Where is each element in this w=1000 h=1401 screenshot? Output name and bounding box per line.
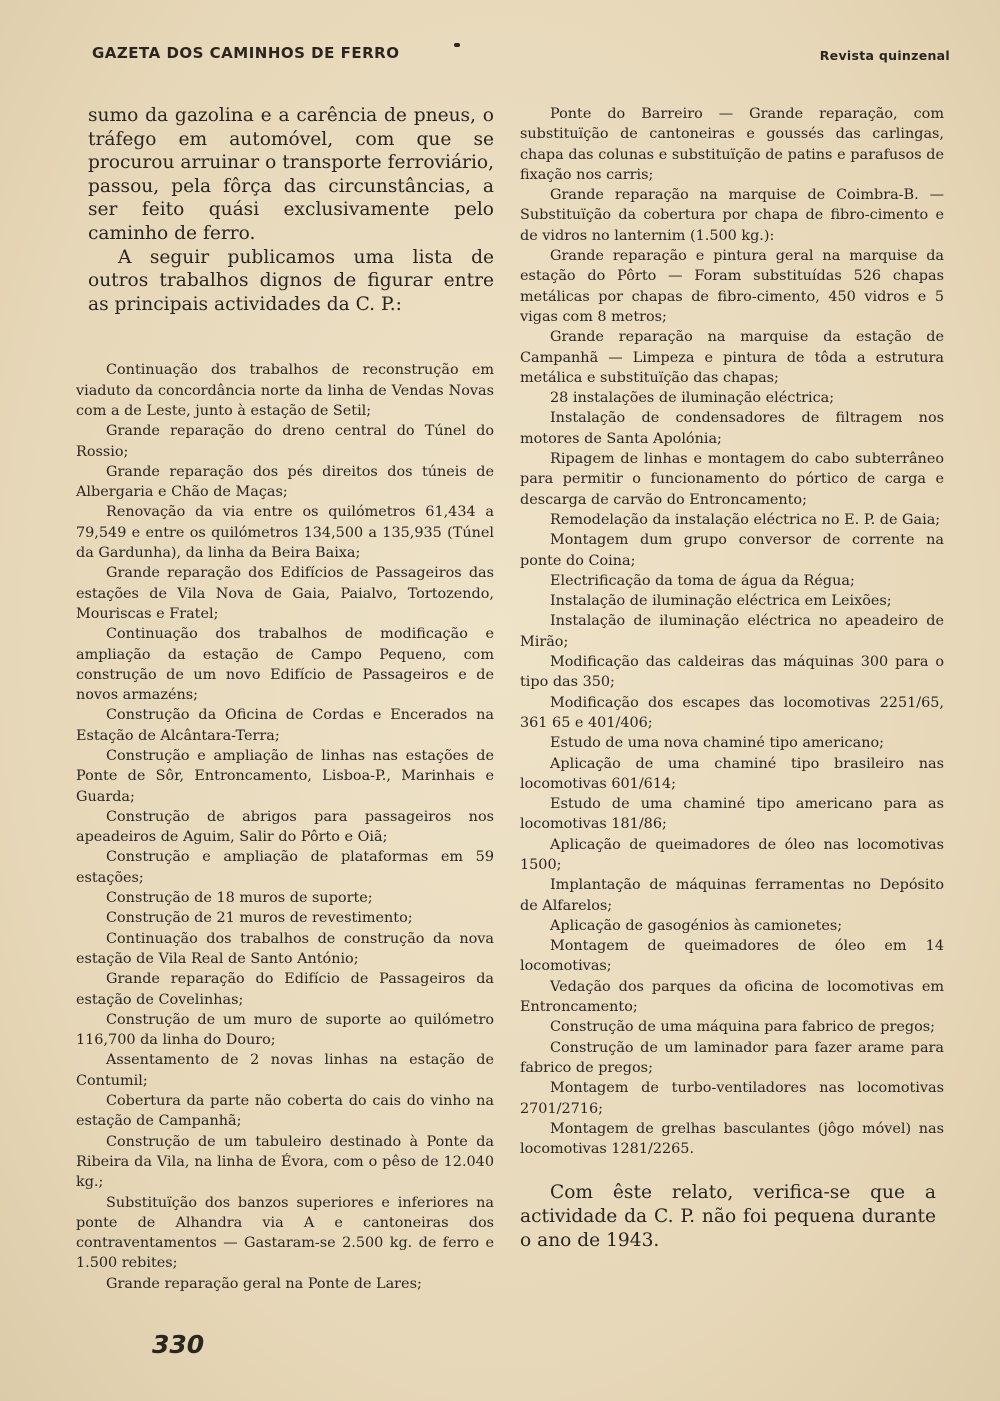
list-item: Grande reparação dos pés direitos dos túneis de Albergaria e Chão de Maças; <box>76 463 494 501</box>
publication-frequency: Revista quinzenal <box>819 48 950 63</box>
list-item: Modificação das caldeiras das máquinas 300 para o tipo das 350; <box>520 654 944 691</box>
list-item: Modificação dos escapes das locomotivas 2251/65, 361 65 e 401/406; <box>520 694 944 731</box>
list-item: Montagem de turbo-ventiladores nas locomotivas 2701/2716; <box>520 1080 944 1117</box>
list-item: Assentamento de 2 novas linhas na estação de Contumil; <box>76 1052 494 1089</box>
list-item: Grande reparação e pintura geral na marquise da estação do Pôrto — Foram substituídas 526 chapas metálicas por chapas de fibro-cimento, 450 vidros e 5 vigas com 8 metros; <box>520 248 944 325</box>
publication-title: GAZETA DOS CAMINHOS DE FERRO <box>92 44 400 62</box>
list-item: Aplicação de queimadores de óleo nas locomotivas 1500; <box>520 836 944 873</box>
page-number: 330 <box>152 1330 205 1359</box>
list-item: Construção da Oficina de Cordas e Encerados na Estação de Alcântara-Terra; <box>76 707 494 744</box>
list-item: Construção de um tabuleiro destinado à Ponte da Ribeira da Vila, na linha de Évora, com o pêso de 12.040 kg.; <box>76 1133 494 1191</box>
list-item: Construção de uma máquina para fabrico de pregos; <box>550 1019 935 1036</box>
list-item: Construção de abrigos para passageiros nos apeadeiros de Aguim, Salir do Pôrto e Oiã; <box>76 808 494 846</box>
list-item: Instalação de iluminação eléctrica no apeadeiro de Mirão; <box>520 613 944 650</box>
left-item-list <box>76 360 494 1294</box>
list-item: Substituïção dos banzos superiores e inferiores na ponte de Alhandra via A e cantoneiras dos contraventamentos — Gastaram-se 2.500 kg. de ferro e 1.500 rebites; <box>76 1194 494 1272</box>
list-item: Construção de um muro de suporte ao quilómetro 116,700 da linha do Douro; <box>76 1011 494 1049</box>
list-item: Continuação dos trabalhos de reconstrução em viaduto da concordância norte da linha de Vendas Novas com a de Leste, junto à estação de Setil; <box>76 362 494 419</box>
ink-dot <box>454 43 460 47</box>
list-item: Grande reparação do Edifício de Passageiros da estação de Covelinhas; <box>76 971 494 1008</box>
list-item: Electrificação da toma de água da Régua; <box>550 572 855 589</box>
intro-paragraph-2: A seguir publicamos uma lista de outros trabalhos dignos de figurar entre as principais actividades da C. P.: <box>88 246 494 315</box>
list-item: Construção de 21 muros de revestimento; <box>106 910 413 927</box>
list-item: Grande reparação na marquise de Coimbra-B. — Substituïção da cobertura por chapa de fibro-cimento e de vidros no lanternim (1.500 kg.): <box>520 187 944 244</box>
list-item: Montagem de queimadores de óleo em 14 locomotivas; <box>520 938 944 975</box>
right-column <box>520 104 944 1271</box>
list-item: Construção e ampliação de plataformas em 59 estações; <box>76 849 494 886</box>
list-item: Grande reparação geral na Ponte de Lares; <box>106 1275 422 1292</box>
list-item: Implantação de máquinas ferramentas no Depósito de Alfarelos; <box>520 877 944 914</box>
list-item: Estudo de uma nova chaminé tipo americano; <box>550 735 884 752</box>
list-item: Grande reparação dos Edifícios de Passageiros das estações de Vila Nova de Gaia, Paialvo, Tortozendo, Mouriscas e Fratel; <box>76 565 494 622</box>
list-item: Construção e ampliação de linhas nas estações de Ponte de Sôr, Entroncamento, Lisboa-P., Marinhais e Guarda; <box>76 747 494 805</box>
left-column <box>76 104 494 1294</box>
list-item: Instalação de iluminação eléctrica em Leixões; <box>550 593 892 610</box>
list-item: Estudo de uma chaminé tipo americano para as locomotivas 181/86; <box>520 796 944 833</box>
list-item: Instalação de condensadores de filtragem nos motores de Santa Apolónia; <box>520 410 944 447</box>
list-item: Montagem de grelhas basculantes (jôgo móvel) nas locomotivas 1281/2265. <box>520 1120 944 1158</box>
list-item: 28 instalações de iluminação eléctrica; <box>550 390 835 407</box>
list-item: Montagem dum grupo conversor de corrente na ponte do Coina; <box>520 532 944 569</box>
list-item: Aplicação de uma chaminé tipo brasileiro nas locomotivas 601/614; <box>520 755 944 792</box>
list-item: Continuação dos trabalhos de construção da nova estação de Vila Real de Santo António; <box>76 930 494 967</box>
list-item: Construção de um laminador para fazer arame para fabrico de pregos; <box>520 1039 944 1076</box>
list-item: Cobertura da parte não coberta do cais do vinho na estação de Campanhã; <box>76 1093 494 1130</box>
intro-paragraph-1: sumo da gazolina e a carência de pneus, o tráfego em automóvel, com que se procurou arruinar o transporte ferroviário, passou, pela fôrça das circunstâncias, a ser feito quási exclusivamente pelo caminho de ferro. <box>88 105 494 244</box>
list-item: Renovação da via entre os quilómetros 61,434 a 79,549 e entre os quilómetros 134,500 a 135,935 (Túnel da Gardunha), da linha da Beira Baixa; <box>76 504 494 562</box>
running-header <box>92 40 950 70</box>
list-item: Ponte do Barreiro — Grande reparação, com substituïção de cantoneiras e goussés das carlingas, chapa das colunas e substituïção de patins e parafusos de fixação nos carris; <box>520 106 944 183</box>
list-item: Vedação dos parques da oficina de locomotivas em Entroncamento; <box>520 978 944 1016</box>
list-item: Continuação dos trabalhos de modificação e ampliação da estação de Campo Pequeno, com construção de um novo Edifício de Passageiros e de novos armazéns; <box>76 626 494 704</box>
intro-text <box>88 104 494 316</box>
list-item: Aplicação de gasogénios às camionetes; <box>550 917 843 934</box>
list-item: Grande reparação na marquise da estação de Campanhã — Limpeza e pintura de tôda a estrutura metálica e substituïção das chapas; <box>520 329 944 386</box>
conclusion-paragraph: Com êste relato, verifica-se que a actividade da C. P. não foi pequena durante o ano de 1943. <box>520 1182 936 1251</box>
list-item: Remodelação da instalação eléctrica no E. P. de Gaia; <box>550 511 941 528</box>
list-item: Grande reparação do dreno central do Túnel do Rossio; <box>76 423 494 460</box>
list-item: Construção de 18 muros de suporte; <box>106 890 373 907</box>
right-item-list <box>520 104 944 1159</box>
list-item: Ripagem de linhas e montagem do cabo subterrâneo para permitir o funcionamento do pórtico de carga e descarga de carvão do Entroncamento; <box>520 451 944 508</box>
